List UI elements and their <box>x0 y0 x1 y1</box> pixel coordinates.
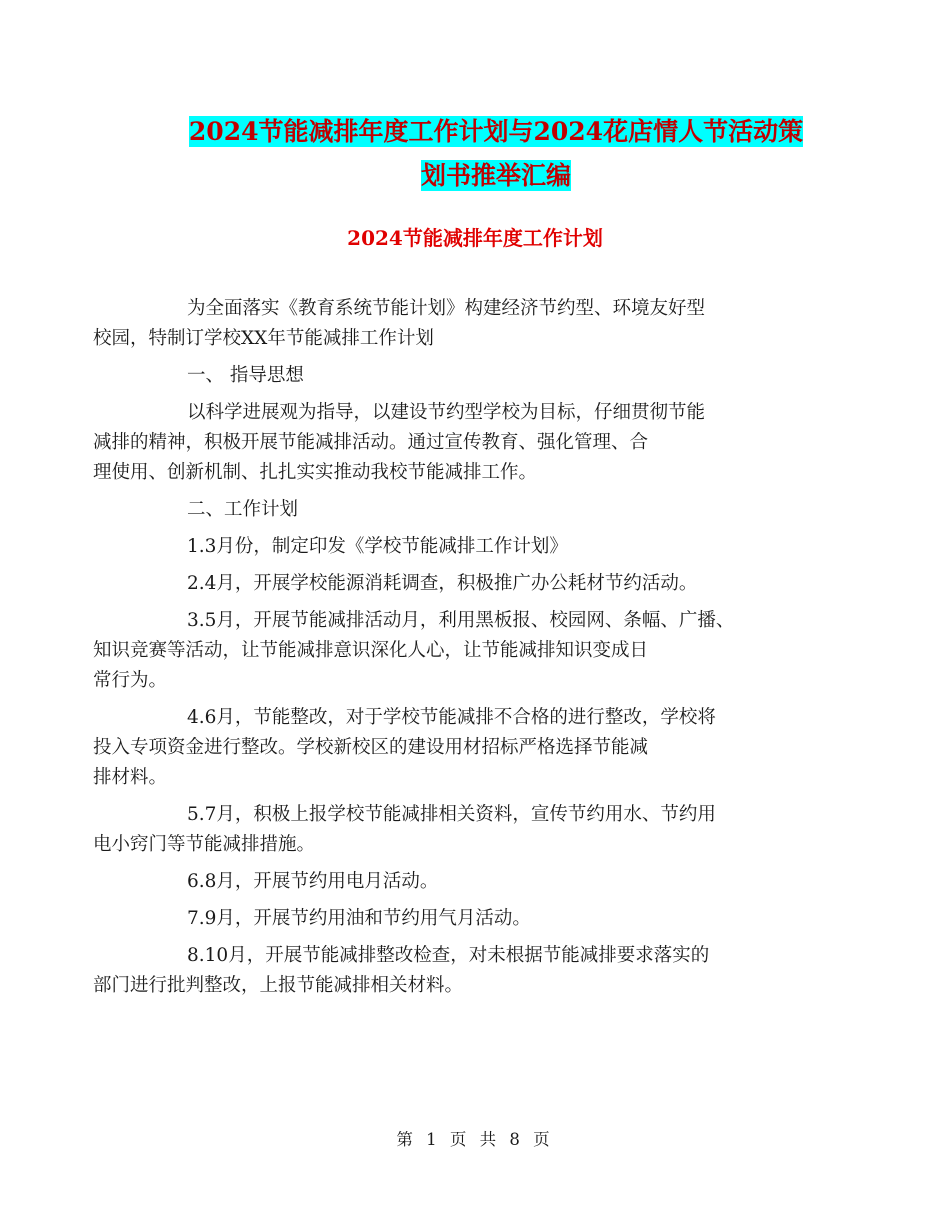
paragraph-line: 投入专项资金进行整改。学校新校区的建设用材招标严格选择节能减 <box>93 737 649 758</box>
paragraph-line: 二、工作计划 <box>187 499 299 520</box>
paragraph <box>93 941 830 1001</box>
paragraph-line: 1.3月份，制定印发《学校节能减排工作计划》 <box>187 536 568 557</box>
paragraph <box>140 569 830 599</box>
paragraph-line: 电小窍门等节能减排措施。 <box>93 834 316 855</box>
paragraph-line: 2.4月，开展学校能源消耗调查，积极推广办公耗材节约活动。 <box>187 573 698 594</box>
paragraph <box>140 867 830 897</box>
paragraph-line: 减排的精神，积极开展节能减排活动。通过宣传教育、强化管理、合 <box>93 432 649 453</box>
paragraph-line: 排材料。 <box>93 767 168 788</box>
paragraph <box>93 703 830 793</box>
document-main-title <box>140 110 852 198</box>
paragraph-line: 6.8月，开展节约用电月活动。 <box>187 871 439 892</box>
paragraph-line: 知识竞赛等活动，让节能减排意识深化人心，让节能减排知识变成日 <box>93 640 649 661</box>
paragraph <box>140 495 830 525</box>
section-title: 2024节能减排年度工作计划 <box>347 226 603 250</box>
paragraph-line: 4.6月，节能整改，对于学校节能减排不合格的进行整改，学校将 <box>187 707 716 728</box>
page-footer: 第 1 页 共 8 页 <box>396 1130 554 1149</box>
paragraph <box>93 606 830 696</box>
main-title-line-1: 2024节能减排年度工作计划与2024花店情人节活动策 <box>188 117 804 146</box>
paragraph-line: 8.10月，开展节能减排整改检查，对未根据节能减排要求落实的 <box>187 945 710 966</box>
paragraph-line: 校园，特制订学校XX年节能减排工作计划 <box>93 328 434 349</box>
paragraph <box>140 904 830 934</box>
paragraph <box>93 398 830 488</box>
paragraph-line: 5.7月，积极上报学校节能减排相关资料，宣传节约用水、节约用 <box>187 804 716 825</box>
paragraph-line: 部门进行批判整改，上报节能减排相关材料。 <box>93 975 464 996</box>
paragraph <box>140 532 830 562</box>
paragraph-line: 为全面落实《教育系统节能计划》构建经济节约型、环境友好型 <box>187 298 706 319</box>
paragraph-line: 常行为。 <box>93 670 168 691</box>
paragraph <box>140 361 830 391</box>
document-body <box>93 294 830 1008</box>
paragraph <box>93 800 830 860</box>
paragraph-line: 7.9月，开展节约用油和节约用气月活动。 <box>187 908 531 929</box>
paragraph-line: 一、 指导思想 <box>187 365 304 386</box>
main-title-line-2: 划书推举汇编 <box>420 161 571 190</box>
paragraph <box>93 294 830 354</box>
paragraph-line: 以科学进展观为指导，以建设节约型学校为目标，仔细贯彻节能 <box>187 402 706 423</box>
paragraph-line: 理使用、创新机制、扎扎实实推动我校节能减排工作。 <box>93 462 538 483</box>
paragraph-line: 3.5月，开展节能减排活动月，利用黑板报、校园网、条幅、广播、 <box>187 610 735 631</box>
